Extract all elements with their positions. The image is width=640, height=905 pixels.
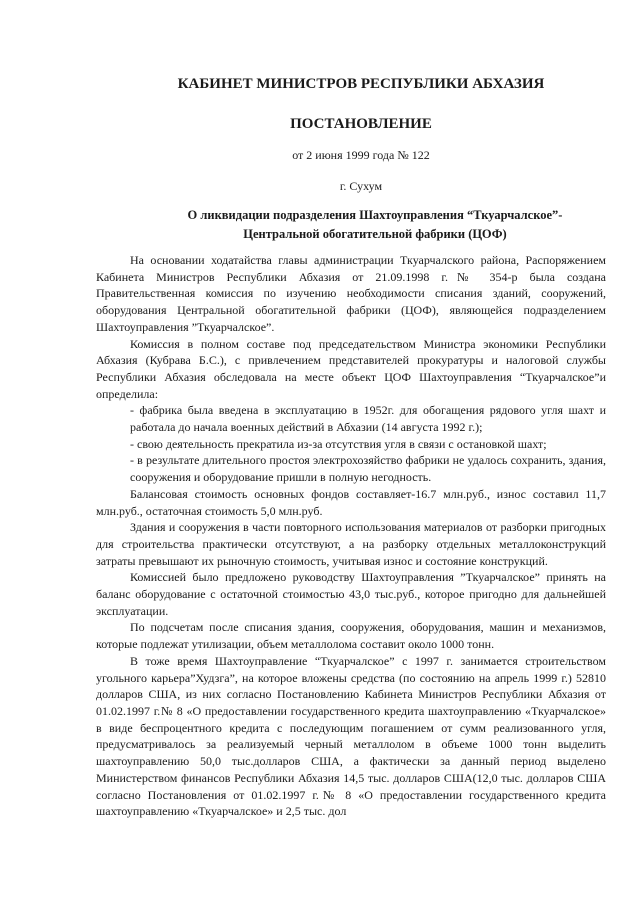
subject-line-1: О ликвидации подразделения Шахтоуправления “Ткуарчалское”- bbox=[187, 208, 563, 222]
subject-line-2: Центральной обогатительной фабрики (ЦОФ) bbox=[243, 227, 507, 241]
findings-list-item: - в результате длительного простоя электрохозяйство фабрики не удалось сохранить, здания, сооружения и оборудование пришли в полную негодность. bbox=[130, 453, 606, 485]
body-paragraph: По подсчетам после списания здания, сооружения, оборудования, машин и механизмов, которые подлежат утилизации, объем металлолома составит около 1000 тонн. bbox=[96, 620, 606, 652]
body-paragraph: Балансовая стоимость основных фондов составляет-16.7 млн.руб., износ составил 11,7 млн.руб., остаточная стоимость 5,0 млн.руб. bbox=[96, 486, 606, 518]
date-number-line: от 2 июня 1999 года № 122 bbox=[292, 148, 430, 162]
body-paragraph: Комиссией было предложено руководству Шахтоуправления ”Ткуарчалское” принять на баланс оборудование с остаточной стоимостью 43,0 тыс.руб., которое пригодно для дальнейшей эксплуатации. bbox=[96, 570, 606, 618]
findings-list-item: - фабрика была введена в эксплуатацию в 1952г. для обогащения рядового угля шахт и работала до начала военных действий в Абхазии (14 августа 1992 г.); bbox=[130, 403, 606, 435]
document-body bbox=[96, 252, 606, 820]
organization-title: КАБИНЕТ МИНИСТРОВ РЕСПУБЛИКИ АБХАЗИЯ bbox=[177, 76, 545, 92]
body-paragraph: На основании ходатайства главы администрации Ткуарчалского района, Распоряжением Кабинета Министров Республики Абхазия от 21.09.1998 г.№ 354-р была создана Правительственная комиссия по изучению необходимости списания зданий, сооружений, оборудования Центральной обогатительной фабрики (ЦОФ), являющейся подразделением Шахтоуправления ”Ткуарчалское”. bbox=[96, 253, 606, 334]
document-subject bbox=[130, 206, 620, 244]
body-paragraph: Здания и сооружения в части повторного использования материалов от разборки пригодных для строительства практически отсутствуют, а на разборку отдельных металлоконструкций затраты превышают их рыночную стоимость, учитывая износ и состояние конструкций. bbox=[96, 520, 606, 568]
findings-list-item: - свою деятельность прекратила из-за отсутствия угля в связи с остановкой шахт; bbox=[130, 436, 547, 451]
body-paragraph: Комиссия в полном составе под председательством Министра экономики Республики Абхазия (Кубрава Б.С.), с привлечением представителей прокуратуры и налоговой службы Республики Абхазия обследовала на месте объект ЦОФ Шахтоуправления “Ткуарчалское”и определила: bbox=[96, 336, 606, 401]
document-type-title: ПОСТАНОВЛЕНИЕ bbox=[290, 116, 432, 132]
city-line: г. Сухум bbox=[339, 179, 383, 193]
body-paragraph: В тоже время Шахтоуправление “Ткуарчалское” с 1997 г. занимается строительством угольного карьера”Худзга”, на которое вложены средства (по состоянию на апрель 1999 г.) 52810 долларов США, из них согласно Постановлению Кабинета Министров Республики Абхазия от 01.02.1997 г.№ 8 «О предоставлении государственного кредита шахтоуправлению «Ткуарчалское» в виде беспроцентного кредита с последующим погашением от сумм реализованного угля, предусматривалось за реализуемый черный металлолом в объеме 1000 тонн выделить шахтоуправлению 50,0 тыс.долларов США, а фактически за данный период выделено Министерством финансов Республики Абхазия 14,5 тыс. долларов США(12,0 тыс. долларов США согласно Постановления от 01.02.1997 г.№ 8 «О предоставлении государственного кредита шахтоуправлению «Ткуарчалское» и 2,5 тыс. дол bbox=[96, 653, 606, 819]
